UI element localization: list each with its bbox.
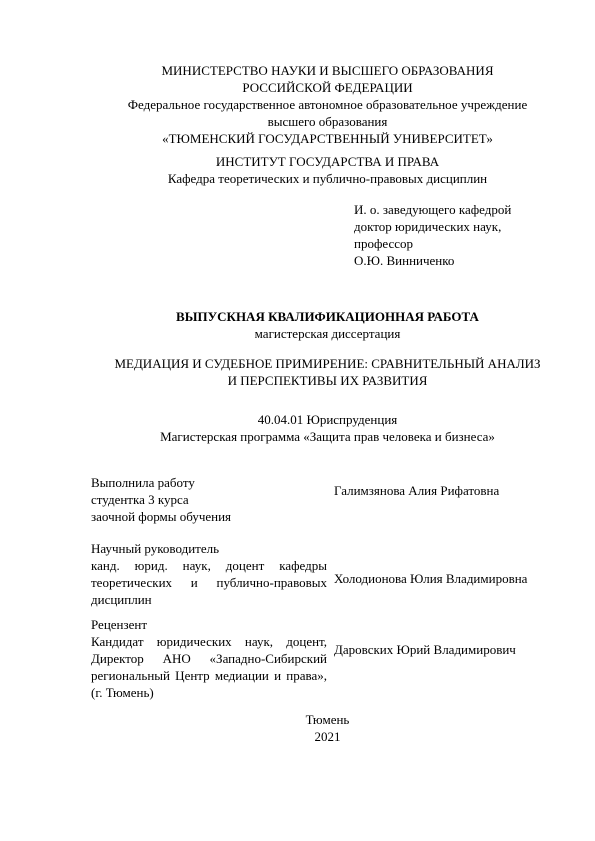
author-line-2: студентка 3 курса — [91, 492, 189, 507]
work-title: ВЫПУСКНАЯ КВАЛИФИКАЦИОННАЯ РАБОТА — [176, 309, 479, 324]
city: Тюмень — [305, 712, 350, 727]
approval-block — [354, 201, 574, 269]
program-block — [60, 411, 595, 445]
department-name: Кафедра теоретических и публично-правовых дисциплин — [167, 171, 488, 186]
supervisor-description: канд. юрид. наук, доцент кафедры теоретических и публично-правовых дисциплин — [91, 558, 327, 607]
topic-block — [60, 355, 595, 389]
institution-line-2: высшего образования — [267, 114, 388, 129]
author-name: Галимзянова Алия Рифатовна — [334, 483, 500, 498]
approval-line-1: И. о. заведующего кафедрой — [354, 202, 512, 217]
supervisor-name: Холодионова Юлия Владимировна — [334, 571, 528, 586]
reviewer-block — [91, 616, 327, 701]
topic-line-1: МЕДИАЦИЯ И СУДЕБНОЕ ПРИМИРЕНИЕ: СРАВНИТЕЛЬНЫЙ АНАЛИЗ — [114, 356, 541, 371]
author-block — [91, 474, 327, 525]
author-line-3: заочной формы обучения — [91, 509, 232, 524]
specialty: 40.04.01 Юриспруденция — [257, 412, 398, 427]
year: 2021 — [314, 729, 341, 744]
university-name: «ТЮМЕНСКИЙ ГОСУДАРСТВЕННЫЙ УНИВЕРСИТЕТ» — [162, 131, 493, 146]
program-name: Магистерская программа «Защита прав человека и бизнеса» — [160, 429, 495, 444]
author-line-1: Выполнила работу — [91, 475, 195, 490]
supervisor-block — [91, 540, 327, 608]
approval-line-3: профессор — [354, 236, 414, 251]
reviewer-description: Кандидат юридических наук, доцент, Директор АНО «Западно-Сибирский региональный Центр медиации и права», (г. Тюмень) — [91, 634, 327, 700]
supervisor-label: Научный руководитель — [91, 541, 220, 556]
ministry-line-2: РОССИЙСКОЙ ФЕДЕРАЦИИ — [242, 80, 413, 95]
work-subtitle: магистерская диссертация — [254, 326, 401, 341]
institute-name: ИНСТИТУТ ГОСУДАРСТВА И ПРАВА — [215, 154, 440, 169]
work-type-block — [60, 308, 595, 342]
topic-line-2: И ПЕРСПЕКТИВЫ ИХ РАЗВИТИЯ — [227, 373, 428, 388]
approval-line-4: О.Ю. Винниченко — [354, 253, 455, 268]
reviewer-label: Рецензент — [91, 617, 148, 632]
ministry-line-1: МИНИСТЕРСТВО НАУКИ И ВЫСШЕГО ОБРАЗОВАНИЯ — [161, 63, 494, 78]
institute-block — [60, 153, 595, 187]
header-block — [60, 62, 595, 147]
footer-block — [60, 711, 595, 745]
approval-line-2: доктор юридических наук, — [354, 219, 502, 234]
institution-line-1: Федеральное государственное автономное образовательное учреждение — [127, 97, 528, 112]
reviewer-name: Даровских Юрий Владимирович — [334, 642, 516, 657]
